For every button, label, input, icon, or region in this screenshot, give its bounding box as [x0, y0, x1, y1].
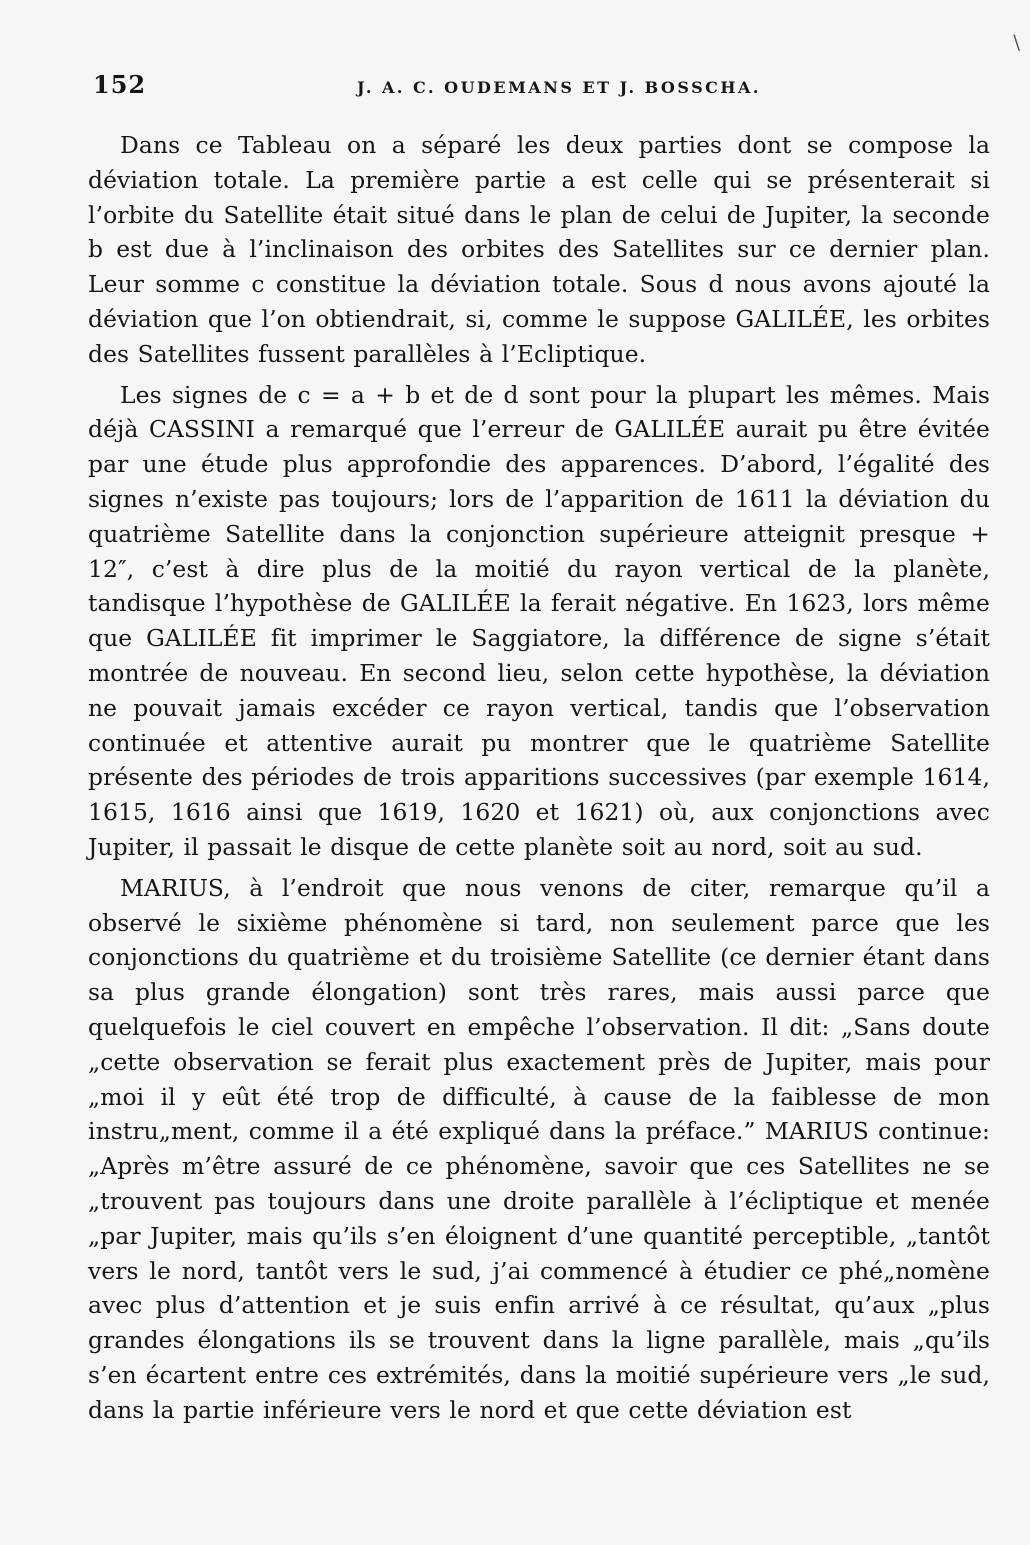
paragraph: Les signes de c = a + b et de d sont pour la plupart les mêmes. Mais déjà CASSINI a remarqué que l’erreur de GALILÉE aurait pu être évitée par une étude plus approfondie des apparences. D’abord, l’égalité des signes n’existe pas toujours; lors de l’apparition de 1611 la déviation du quatrième Satellite dans la conjonction supérieure atteignit presque + 12″, c’est à dire plus de la moitié du rayon vertical de la planète, tandisque l’hypothèse de GALILÉE la ferait négative. En 1623, lors même que GALILÉE fit imprimer le Saggiatore, la différence de signe s’était montrée de nouveau. En second lieu, selon cette hypothèse, la déviation ne pouvait jamais excéder ce rayon vertical, tandis que l’observation continuée et attentive aurait pu montrer que le quatrième Satellite présente des périodes de trois apparitions successives (par exemple 1614, 1615, 1616 ainsi que 1619, 1620 et 1621) où, aux conjonctions avec Jupiter, il passait le disque de cette planète soit au nord, soit au sud.	[88, 380, 990, 861]
paragraph: MARIUS, à l’endroit que nous venons de citer, remarque qu’il a observé le sixième phénomène si tard, non seulement parce que les conjonctions du quatrième et du troisième Satellite (ce dernier étant dans sa plus grande élongation) sont très rares, mais aussi parce que quelquefois le ciel couvert en empêche l’observation. Il dit: „Sans doute „cette observation se ferait plus exactement près de Jupiter, mais pour „moi il y eût été trop de difficulté, à cause de la faiblesse de mon instru„ment, comme il a été expliqué dans la préface.” MARIUS continue: „Après m’être assuré de ce phénomène, savoir que ces Satellites ne se „trouvent pas toujours dans une droite parallèle à l’écliptique et menée „par Jupiter, mais qu’ils s’en éloignent d’une quantité perceptible, „tantôt vers le nord, tantôt vers le sud, j’ai commencé à étudier ce phé„nomène avec plus d’attention et je suis enfin arrivé à ce résultat, qu’aux „plus grandes élongations ils se trouvent dans la ligne parallèle, mais „qu’ils s’en écartent entre ces extrémités, dans la moitié supérieure vers „le sud, dans la partie inférieure vers le nord et que cette déviation est	[88, 873, 990, 1424]
page-number: 152	[93, 70, 147, 99]
page-edge-mark: \	[1013, 30, 1020, 54]
body-text	[88, 128, 990, 1427]
book-page	[88, 66, 990, 1433]
running-title: J. A. C. OUDEMANS ET J. BOSSCHA.	[357, 78, 761, 97]
paragraph: Dans ce Tableau on a séparé les deux parties dont se compose la déviation totale. La première partie a est celle qui se présenterait si l’orbite du Satellite était situé dans le plan de celui de Jupiter, la seconde b est due à l’inclinaison des orbites des Satellites sur ce dernier plan. Leur somme c constitue la déviation totale. Sous d nous avons ajouté la déviation que l’on obtiendrait, si, comme le suppose GALILÉE, les orbites des Satellites fussent parallèles à l’Ecliptique.	[88, 131, 990, 368]
running-head	[88, 66, 990, 106]
